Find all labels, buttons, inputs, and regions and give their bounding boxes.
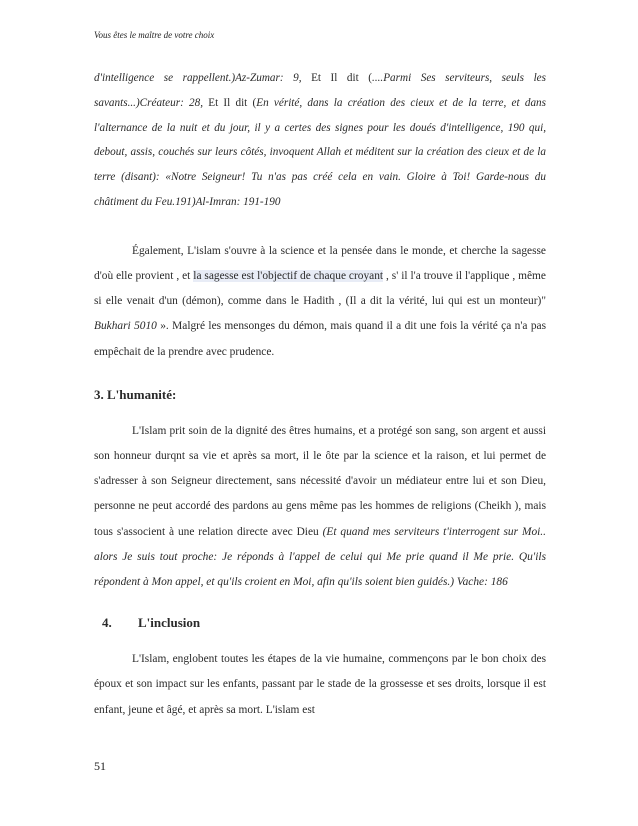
paragraph-1-end: ». Malgré les mensonges du démon, mais quand il a dit une fois la vérité ça n'a pas empêchait de la prendre avec prudence. [94,320,547,358]
section-4-heading [94,615,546,631]
running-header: Vous êtes le maître de votre choix [94,30,215,40]
quran-quote-block [94,66,546,215]
section-4-number: 4. [102,615,112,631]
paragraph-humanite [94,419,546,595]
quote-part-3: ....Parmi Ses serviteurs, seuls les savants...)Créateur: 28, [94,72,546,109]
section-3-heading: 3. L'humanité: [94,386,177,402]
quote-part-5: En vérité, dans la création des cieux et de la terre, et dans l'alternance de la nuit et du jour, il y a certes des signes pour les doués d'intelligence, 190 qui, debout, assis, couchés sur leurs côtés, invoquent Allah et méditent sur la création des cieux et de la terre (disant): «Notre Seigneur! Tu n'as pas créé cela en vain. Gloire à Toi! Garde-nous du châtiment du Feu.191)Al-Imran: 191-190 [94,96,546,208]
section-3-quote: (Et quand mes serviteurs t'interrogent sur Moi.. alors Je suis tout proche: Je réponds à l'appel de celui qui Me prie quand il Me prie. Qu'ils répondent à Mon appel, et qu'ils croient en Moi, afin qu'ils soient bien guidés.) Vache: 186 [94,525,546,589]
paragraph-science [94,239,546,365]
hadith-citation: Bukhari 5010 [94,320,157,333]
quote-part-2: Et Il dit ( [311,72,373,84]
paragraph-inclusion: L'Islam, englobent toutes les étapes de la vie humaine, commençons par le bon choix des époux et son impact sur les enfants, passant par le stade de la grossesse et ses droits, lorsque il est enfant, jeune et âgé, et après sa mort. L'islam est [94,653,546,716]
section-4-title: L'inclusion [138,615,201,631]
highlighted-text: la sagesse est l'objectif de chaque croyant [193,269,384,282]
quote-part-1: d'intelligence se rappellent.)Az-Zumar: 9, [94,72,312,84]
page-number: 51 [94,759,106,773]
paragraph-1-before: Également, L'islam s'ouvre à la science et la pensée dans le monde, et cherche la sagesse d'où elle provient , et [94,244,546,282]
page-content [94,66,546,723]
section-3-text: L'Islam prit soin de la dignité des êtres humains, et a protégé son sang, son argent et aussi son honneur durqnt sa vie et après sa mort, il le ôte par la science et la raison, et lui permet de s'adresser à son Seigneur directement, sans nécessité d'avoir un médiateur entre lui et son Dieu, personne ne peut accordé des pardons au gens même pas les hommes de religions (Cheikh ), mais tous s'associent à une relation directe avec Dieu [94,424,546,538]
quote-part-4: Et Il dit ( [208,96,257,109]
paragraph-1-after: , s' il l'a trouve il l'applique , même si elle venait d'un (démon), comme dans le Hadith , (Il a dit la vérité, lui qui est un monteur)" [94,269,546,308]
